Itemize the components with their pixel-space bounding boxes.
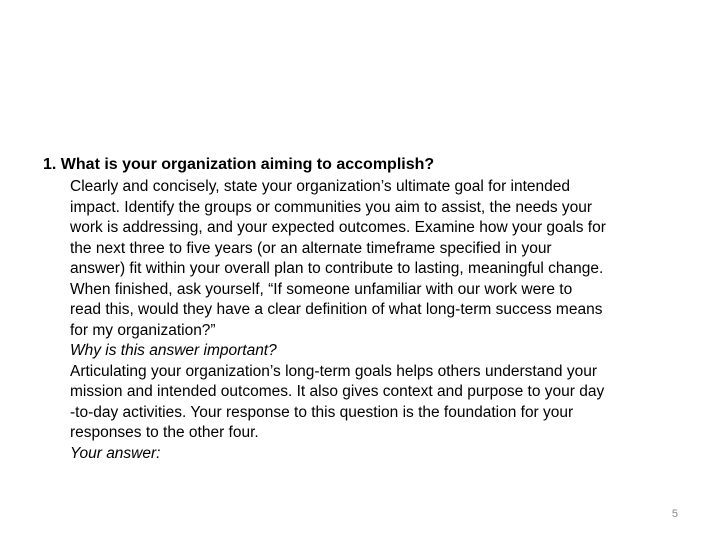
instructions-line: Clearly and concisely, state your organization’s ultimate goal for intended bbox=[70, 178, 571, 195]
instructions-line: work is addressing, and your expected outcomes. Examine how your goals for bbox=[70, 219, 606, 236]
question-title: 1. What is your organization aiming to accomplish? bbox=[43, 156, 435, 173]
page-number: 5 bbox=[671, 508, 678, 520]
instructions-line: the next three to five years (or an alternate timeframe specified in your bbox=[70, 239, 552, 257]
instructions-line: answer) fit within your overall plan to contribute to lasting, meaningful change. bbox=[70, 260, 604, 277]
instructions-text bbox=[70, 177, 693, 341]
instructions-line: impact. Identify the groups or communities you aim to assist, the needs your bbox=[70, 198, 593, 216]
importance-line: Articulating your organization’s long-term goals helps others understand your bbox=[70, 362, 598, 380]
importance-line: responses to the other four. bbox=[70, 424, 259, 441]
importance-line: mission and intended outcomes. It also gives context and purpose to your day bbox=[70, 383, 605, 400]
importance-text bbox=[70, 362, 693, 444]
slide-body bbox=[43, 154, 693, 464]
importance-heading: Why is this answer important? bbox=[70, 342, 277, 359]
instructions-line: When finished, ask yourself, “If someone unfamiliar with our work were to bbox=[70, 280, 573, 298]
answer-label: Your answer: bbox=[70, 444, 161, 462]
instructions-line: read this, would they have a clear definition of what long-term success means bbox=[70, 301, 603, 318]
instructions-block bbox=[70, 177, 693, 464]
importance-line: -to-day activities. Your response to this question is the foundation for your bbox=[70, 403, 574, 421]
instructions-line: for my organization?” bbox=[70, 321, 216, 339]
